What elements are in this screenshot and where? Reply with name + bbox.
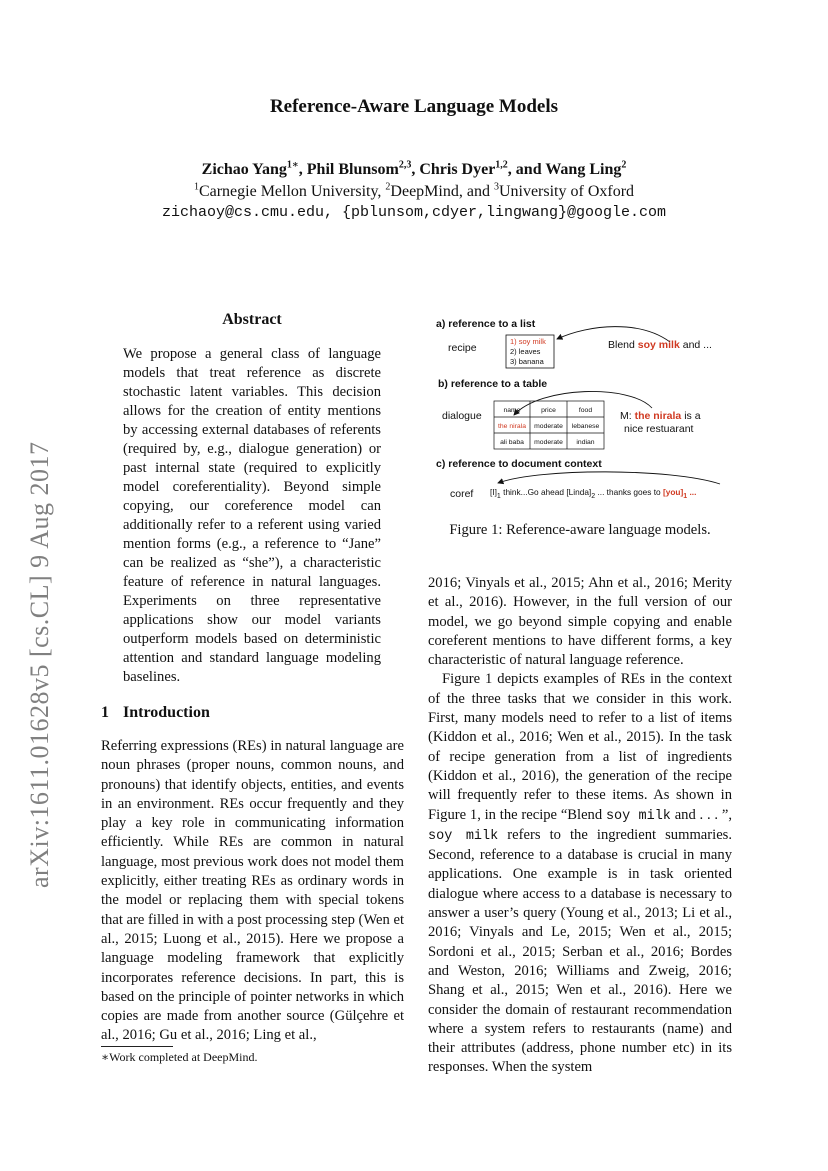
author-affil-mark: 1,2 (495, 159, 508, 171)
coref-ref: [you] (662, 487, 684, 497)
panel-a-label: a) reference to a list (436, 318, 536, 330)
panel-a-row-label: recipe (448, 342, 477, 354)
dialogue-sentence-pre: M: (620, 410, 635, 422)
author-separator: , (298, 161, 307, 178)
ingredient-item: 3) banana (510, 357, 544, 366)
body-text: Figure 1 depicts examples of REs in the context of the three tasks that we consider in this work. First, many models need to refer to a list of items (Kiddon et al., 2016; Wen et al., 2015). In the task of recipe generation from a list of ingredients (Kiddon et al., 2016), the generation of the recipe will frequently refer to these items. As shown in Figure 1, in the recipe “Blend (428, 671, 732, 823)
section-number: 1 (101, 704, 109, 721)
table-header-cell: food (578, 407, 593, 414)
footnote-rule (101, 1046, 173, 1047)
panel-b-label: b) reference to a table (438, 378, 548, 390)
author-affil-mark: 2 (621, 159, 627, 171)
table-header-cell: price (541, 407, 556, 414)
affil-mark: 2 (385, 181, 391, 193)
dialogue-sentence (620, 410, 701, 422)
body-paragraph: 2016; Vinyals et al., 2015; Ahn et al., 2016; Merity et al., 2016). However, in the full version of our model, we go beyond simple copying and enable coreferent mentions to have different forms, a key characteristic of natural language reference. (428, 575, 732, 669)
author-name: Zichao Yang (201, 161, 287, 178)
body-text: refers to the ingredient summaries. Second, reference to a database is crucial in many applications. One example is in task oriented dialogue where access to a database is necessary to answer a user’s query (Young et al., 2013; Li et al., 2016; Vinyals and Le, 2015; Wen et al., 2015; Sordoni et al., 2015; Serban et al., 2016; Bordes and Weston, 2016; Williams and Zweig, 2016; Shang et al., 2015; Wen et al., 2016). Here we consider the domain of restaurant recommendation where a system refers to restaurants (name) and their attributes (address, phone number etc) in its responses. When the system (428, 826, 732, 1076)
abstract-heading: Abstract (222, 311, 282, 328)
author-name: Phil Blunsom (306, 161, 399, 178)
recipe-sentence (608, 339, 712, 351)
recipe-sentence-post: and ... (679, 339, 712, 351)
right-column (428, 574, 732, 1078)
ingredient-item: 1) soy milk (510, 337, 546, 346)
coref-subscript: 1 (496, 493, 501, 500)
coref-subscript: 1 (683, 493, 688, 500)
panel-c-row-label: coref (450, 488, 474, 500)
table-cell: ali baba (500, 439, 524, 446)
table-header-cell: name (503, 407, 521, 414)
dialogue-sentence-line2: nice restuarant (624, 423, 694, 435)
recipe-sentence-ref: soy milk (637, 339, 680, 351)
table-cell: lebanese (571, 423, 600, 430)
section-heading (101, 704, 210, 722)
intro-paragraph: Referring expressions (REs) in natural language are noun phrases (proper nouns, common nouns, and pronouns) that identify objects, entities, and events in an environment. REs occur frequently and they play a key role in communicating information efficiently. While REs are common in natural language, most previous work does not model them explicitly, either treating REs as ordinary words in the model or replacing them with special tokens that are filled in with a post processing step (Wen et al., 2015; Luong et al., 2015). Here we propose a language modeling framework that explicitly incorporates reference decisions. In part, this is based on the principle of pointer networks in which copies are made from another source (Gülçehre et al., 2016; Gu et al., 2016; Ling et al., (101, 738, 404, 1044)
coref-token: [I] (490, 487, 497, 497)
arxiv-stamp: arXiv:1611.01628v5 [cs.CL] 9 Aug 2017 (25, 441, 54, 888)
coref-subscript: 2 (591, 493, 596, 500)
reference-arrow (498, 472, 720, 484)
affil-name: DeepMind, and (390, 183, 494, 200)
author-list (0, 161, 828, 179)
author-separator: , and (507, 161, 546, 178)
coref-text: think...Go ahead [Linda] (500, 487, 592, 497)
dialogue-sentence-ref: the nirala (634, 410, 682, 422)
author-affil-mark: 1∗ (286, 159, 299, 171)
recipe-sentence-pre: Blend (608, 339, 638, 351)
affil-mark: 1 (193, 181, 199, 193)
figure-1 (430, 312, 750, 512)
coref-sentence (490, 487, 696, 500)
panel-c-label: c) reference to document context (436, 458, 602, 470)
dialogue-sentence-post: is a (681, 410, 701, 422)
coref-text: ... thanks goes to (595, 487, 663, 497)
author-separator: , (411, 161, 420, 178)
figure-caption: Figure 1: Reference-aware language models. (449, 522, 711, 538)
footnote: ∗Work completed at DeepMind. (101, 1050, 258, 1064)
inline-code: soy milk (605, 808, 671, 824)
affil-name: University of Oxford (498, 183, 635, 200)
paper-title: Reference-Aware Language Models (269, 96, 559, 117)
author-emails: zichaoy@cs.cmu.edu, {pblunsom,cdyer,lingwang}@google.com (161, 204, 667, 221)
section-title: Introduction (123, 704, 210, 721)
table-cell: moderate (534, 439, 563, 446)
affiliations (0, 183, 828, 201)
body-paragraph (428, 670, 732, 1077)
author-name: Wang Ling (545, 161, 622, 178)
author-name: Chris Dyer (419, 161, 496, 178)
ingredient-item: 2) leaves (510, 347, 541, 356)
affil-name: Carnegie Mellon University, (198, 183, 386, 200)
table-cell: indian (576, 439, 595, 446)
body-text: and . . . ”, (670, 806, 732, 823)
abstract-body: We propose a general class of language models that treat reference as discrete stochastic latent variables. This decision allows for the creation of entity mentions by accessing external databases of referents (required by, e.g., dialogue generation) or past internal state (required to explicitly model coreferentiality). Beyond simple copying, our coreference model can additionally refer to a referent using varied mention forms (e.g., a reference to “Jane” can be realized as “she”), a characteristic feature of reference in natural languages. Experiments on three representative applications show our model variants outperform models based on deterministic attention and standard language modeling baselines. (123, 346, 381, 685)
author-affil-mark: 2,3 (398, 159, 412, 171)
table-cell: the nirala (498, 423, 526, 430)
panel-b-row-label: dialogue (442, 410, 482, 422)
coref-end: ... (687, 487, 697, 497)
table-cell: moderate (534, 423, 563, 430)
inline-code: soy milk (428, 828, 499, 844)
affil-mark: 3 (493, 181, 499, 193)
